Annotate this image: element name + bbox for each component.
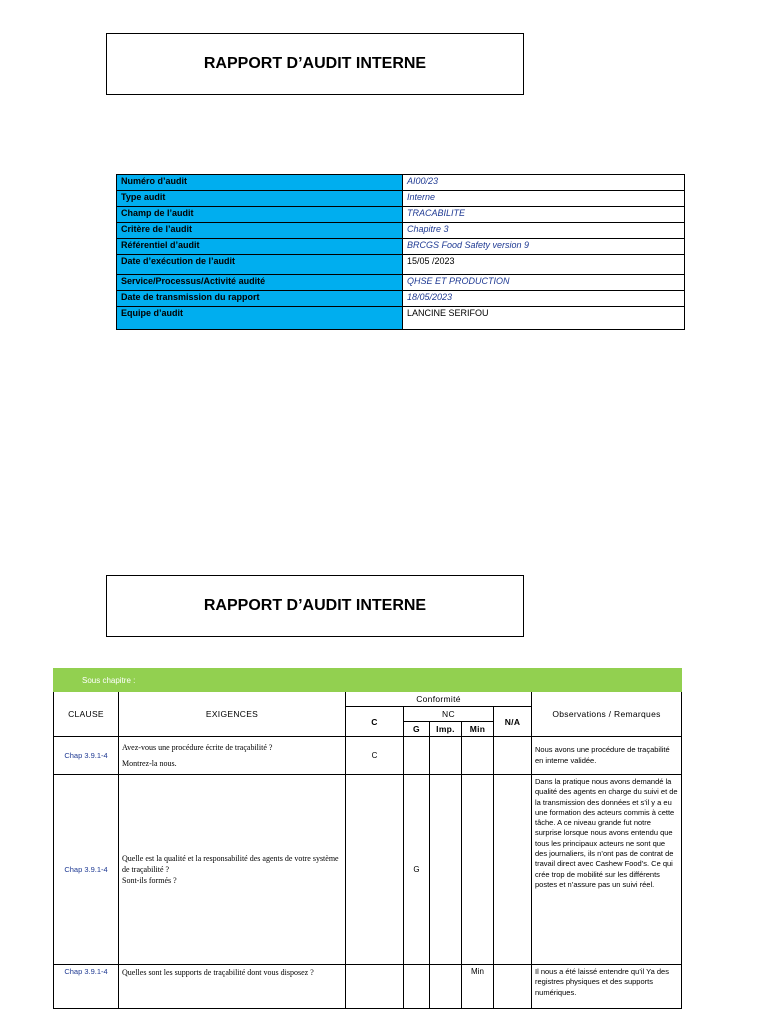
nc-header: NC <box>404 707 494 722</box>
c-cell <box>346 965 404 1009</box>
min-cell <box>462 737 494 775</box>
min-cell <box>462 775 494 965</box>
requirement-line: Montrez-la nous. <box>122 759 177 768</box>
g-cell <box>404 737 430 775</box>
imp-header: Imp. <box>430 722 462 737</box>
info-label: Critère de l’audit <box>117 223 403 239</box>
info-value: LANCINE SERIFOU <box>403 307 685 330</box>
clause-cell: Chap 3.9.1-4 <box>54 775 119 965</box>
info-value: 15/05 /2023 <box>403 255 685 275</box>
observation-cell: Nous avons une procédure de traçabilité en interne validée. <box>532 737 682 775</box>
info-label: Date de transmission du rapport <box>117 291 403 307</box>
info-label: Service/Processus/Activité audité <box>117 275 403 291</box>
na-cell <box>494 737 532 775</box>
c-header: C <box>346 707 404 737</box>
clause-cell: Chap 3.9.1-4 <box>54 965 119 1009</box>
info-value: TRACABILITE <box>403 207 685 223</box>
clause-cell: Chap 3.9.1-4 <box>54 737 119 775</box>
info-value: 18/05/2023 <box>403 291 685 307</box>
min-cell: Min <box>462 965 494 1009</box>
requirement-line: Avez-vous une procédure écrite de traçabilité ? <box>122 743 273 752</box>
imp-cell <box>430 775 462 965</box>
conformite-header: Conformité <box>346 692 532 707</box>
info-value: Interne <box>403 191 685 207</box>
info-row <box>117 291 685 307</box>
audit-checklist-table <box>53 668 682 1009</box>
info-row <box>117 307 685 330</box>
g-cell: G <box>404 775 430 965</box>
info-row <box>117 191 685 207</box>
report-title: RAPPORT D’AUDIT INTERNE <box>106 575 524 637</box>
sub-chapter-row <box>54 669 682 692</box>
requirement-line: Quelles sont les supports de traçabilité dont vous disposez ? <box>122 968 314 977</box>
requirement-line: Quelle est la qualité et la responsabilité des agents de votre système de traçabilité ? <box>122 854 339 874</box>
info-label: Numéro d’audit <box>117 175 403 191</box>
table-row <box>54 775 682 965</box>
observation-cell: Il nous a été laissé entendre qu’il Ya des registres physiques et des supports numériques. <box>532 965 682 1009</box>
c-cell <box>346 775 404 965</box>
info-row <box>117 223 685 239</box>
info-row <box>117 207 685 223</box>
observations-header: Observations / Remarques <box>532 692 682 737</box>
info-label: Référentiel d’audit <box>117 239 403 255</box>
na-cell <box>494 775 532 965</box>
info-row <box>117 239 685 255</box>
info-row <box>117 275 685 291</box>
g-header: G <box>404 722 430 737</box>
info-label: Champ de l’audit <box>117 207 403 223</box>
info-value: BRCGS Food Safety version 9 <box>403 239 685 255</box>
info-label: Type audit <box>117 191 403 207</box>
info-label: Date d’exécution de l’audit <box>117 255 403 275</box>
na-header: N/A <box>494 707 532 737</box>
requirement-line: Sont-ils formés ? <box>122 876 177 885</box>
report-title: RAPPORT D’AUDIT INTERNE <box>106 33 524 95</box>
observation-cell: Dans la pratique nous avons demandé la qualité des agents en charge du suivi et de la transmission des données et s’il y a eu une formation des acteurs commis à cette tâche. A ce niveau grande fut notre surprise lorsque nous avons entendu que tous les principaux acteurs ne sont que des journaliers, ils n’ont pas de contrat de travail direct avec Cashew Food’s. Ce qui crée trop de mobilité sur les différents postes et n’assure pas un suivi réel. <box>532 775 682 965</box>
g-cell <box>404 965 430 1009</box>
info-value: QHSE ET PRODUCTION <box>403 275 685 291</box>
clause-header: CLAUSE <box>54 692 119 737</box>
imp-cell <box>430 737 462 775</box>
sub-chapter-label: Sous chapitre : <box>54 669 682 692</box>
header-row <box>54 692 682 707</box>
info-label: Equipe d’audit <box>117 307 403 330</box>
requirement-cell <box>119 775 346 965</box>
info-value: AI00/23 <box>403 175 685 191</box>
min-header: Min <box>462 722 494 737</box>
requirement-cell <box>119 737 346 775</box>
exigences-header: EXIGENCES <box>119 692 346 737</box>
info-row <box>117 175 685 191</box>
info-row <box>117 255 685 275</box>
na-cell <box>494 965 532 1009</box>
imp-cell <box>430 965 462 1009</box>
table-row <box>54 965 682 1009</box>
c-cell: C <box>346 737 404 775</box>
audit-info-table <box>116 174 685 330</box>
info-value: Chapitre 3 <box>403 223 685 239</box>
requirement-cell <box>119 965 346 1009</box>
table-row <box>54 737 682 775</box>
